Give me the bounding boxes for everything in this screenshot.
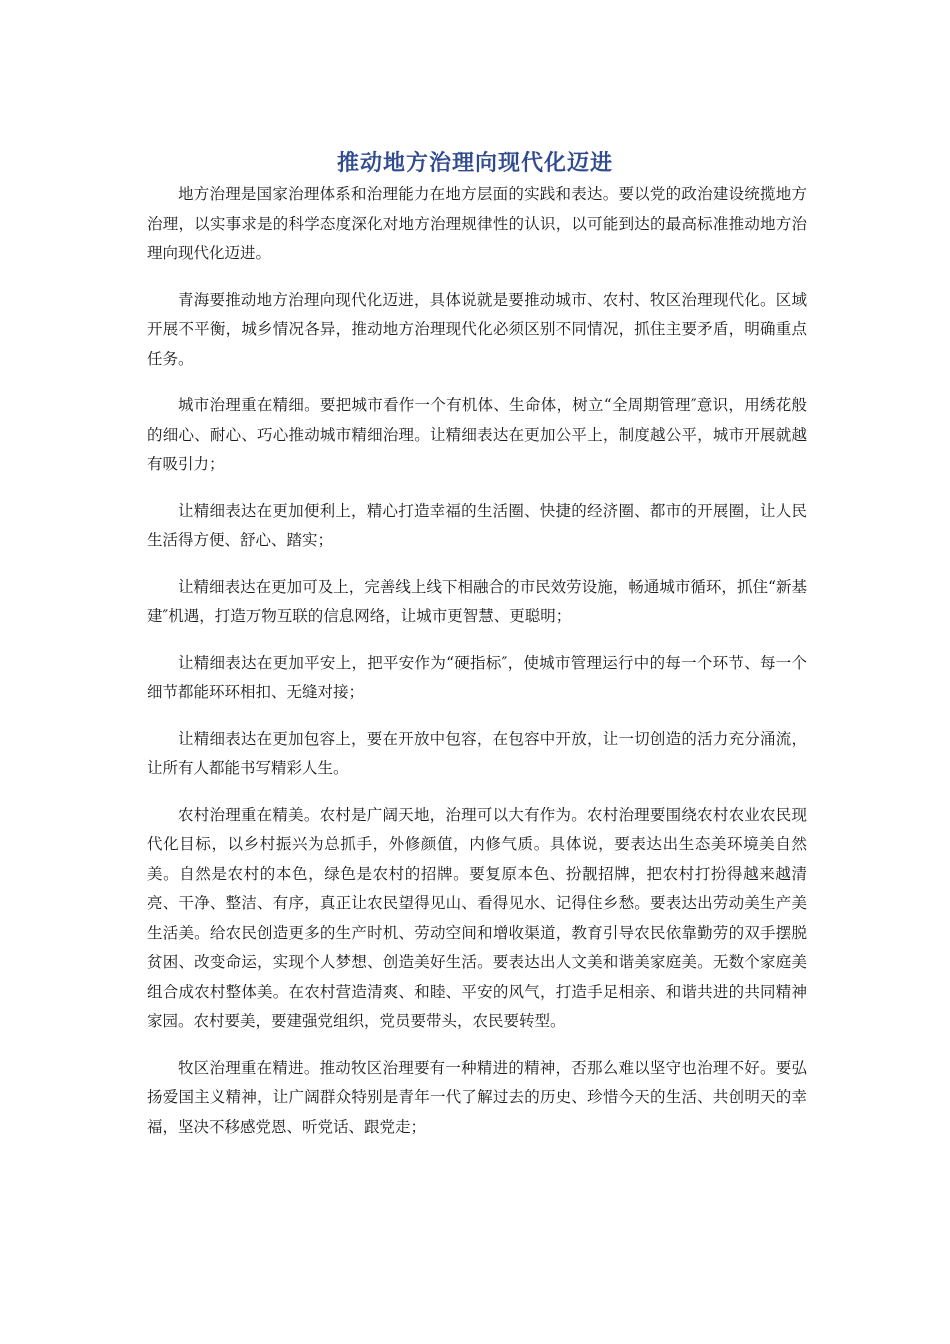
paragraph: 让精细表达在更加可及上，完善线上线下相融合的市民效劳设施，畅通城市循环，抓住“新基建″机遇，打造万物互联的信息网络，让城市更智慧、更聪明； [147,577,807,625]
paragraph: 让精细表达在更加包容上，要在开放中包容，在包容中开放，让一切创造的活力充分涌流，让所有人都能书写精彩人生。 [147,729,807,777]
paragraph: 牧区治理重在精进。推动牧区治理要有一种精进的精神，否那么难以坚守也治理不好。要弘扬爱国主义精神，让广阔群众特别是青年一代了解过去的历史、珍惜今天的生活、共创明天的幸福，坚决不移感党恩、听党话、跟党走； [147,1058,807,1136]
document-title: 推动地方治理向现代化迈进 [336,150,613,176]
document-body [147,180,807,1159]
paragraph: 青海要推动地方治理向现代化迈进，具体说就是要推动城市、农村、牧区治理现代化。区域开展不平衡，城乡情况各异，推动地方治理现代化必须区别不同情况，抓住主要矛盾，明确重点任务。 [147,290,807,368]
paragraph: 让精细表达在更加便利上，精心打造幸福的生活圈、快捷的经济圈、都市的开展圈，让人民生活得方便、舒心、踏实； [147,501,807,549]
paragraph: 地方治理是国家治理体系和治理能力在地方层面的实践和表达。要以党的政治建设统揽地方治理，以实事求是的科学态度深化对地方治理规律性的认识，以可能到达的最高标准推动地方治理向现代化迈进。 [147,185,807,262]
paragraph: 农村治理重在精美。农村是广阔天地，治理可以大有作为。农村治理要围绕农村农业农民现代化目标，以乡村振兴为总抓手，外修颜值，内修气质。具体说，要表达出生态美环境美自然美。自然是农村的本色，绿色是农村的招牌。要复原本色、扮靓招牌，把农村打扮得越来越清亮、干净、整洁、有序，真正让农民望得见山、看得见水、记得住乡愁。要表达出劳动美生产美生活美。给农民创造更多的生产时机、劳动空间和增收渠道，教育引导农民依靠勤劳的双手摆脱贫困、改变命运，实现个人梦想、创造美好生活。要表达出人文美和谐美家庭美。无数个家庭美组合成农村整体美。在农村营造清爽、和睦、平安的风气，打造手足相亲、和谐共进的共同精神家园。农村要美，要建强党组织，党员要带头，农民要转型。 [147,805,807,1030]
paragraph: 城市治理重在精细。要把城市看作一个有机体、生命体，树立“全周期管理″意识，用绣花般的细心、耐心、巧心推动城市精细治理。让精细表达在更加公平上，制度越公平，城市开展就越有吸引力； [147,396,807,473]
paragraph: 让精细表达在更加平安上，把平安作为“硬指标″，使城市管理运行中的每一个环节、每一个细节都能环环相扣、无缝对接； [147,653,807,701]
